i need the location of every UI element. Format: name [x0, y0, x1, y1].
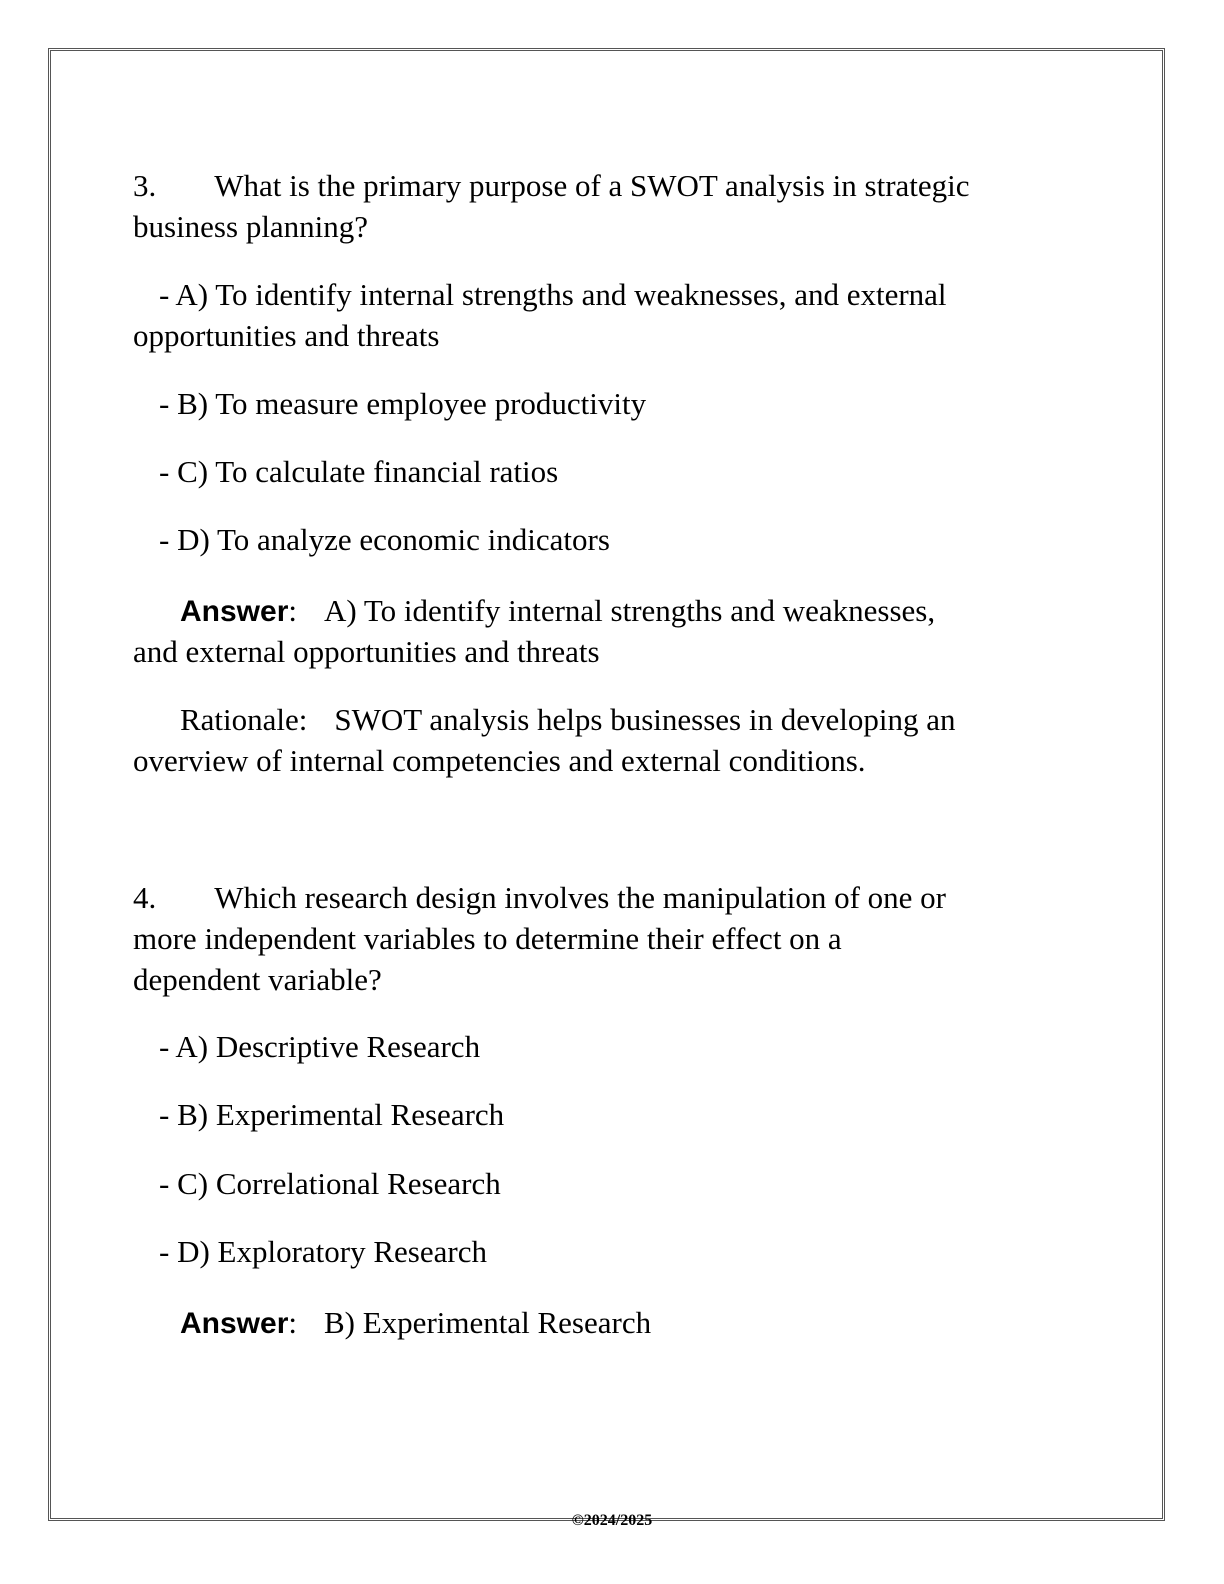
copyright-footer: ©2024/2025 — [571, 1512, 653, 1529]
question-3-option-a-text: - A) To identify internal strengths and weaknesses, and external — [159, 277, 947, 312]
question-4-option-d-text: - D) Exploratory Research — [159, 1234, 487, 1269]
question-3-rationale-line-1 — [133, 699, 955, 740]
question-3-rationale-line-2: overview of internal competencies and external conditions. — [133, 743, 866, 778]
question-4-option-c-text: - C) Correlational Research — [159, 1166, 501, 1201]
question-3-option-a-line-1 — [133, 274, 947, 315]
question-3-text-line-2: business planning? — [133, 209, 369, 244]
question-4-line-1 — [133, 877, 946, 918]
question-3-option-b — [133, 383, 646, 424]
question-3-answer-text: A) To identify internal strengths and weaknesses, — [324, 593, 936, 628]
question-3-number: 3. — [133, 168, 157, 203]
question-3-text-line-1: What is the primary purpose of a SWOT analysis in strategic — [214, 168, 970, 203]
question-4-text-line-3: dependent variable? — [133, 962, 382, 997]
question-4-answer-label: Answer — [180, 1307, 289, 1340]
question-3-option-a-line-2: opportunities and threats — [133, 318, 440, 353]
question-3-option-b-text: - B) To measure employee productivity — [159, 386, 647, 421]
question-3-answer-line-1: Answer: A) To identify internal strengths and weaknesses, — [180, 593, 936, 628]
question-4-option-b-text: - B) Experimental Research — [159, 1097, 505, 1132]
question-4-option-c — [133, 1163, 501, 1204]
page-border — [48, 48, 1165, 1521]
question-4-option-a — [133, 1026, 480, 1067]
question-3-line-1 — [133, 165, 970, 206]
question-4-option-a-text: - A) Descriptive Research — [159, 1029, 481, 1064]
question-4-text-line-1: Which research design involves the manipulation of one or — [214, 880, 946, 915]
question-4-answer-line-1: Answer: B) Experimental Research — [180, 1305, 652, 1340]
question-3-rationale-text: SWOT analysis helps businesses in developing an — [334, 702, 956, 737]
question-4-answer-text: B) Experimental Research — [324, 1305, 652, 1340]
question-4-text-line-2: more independent variables to determine their effect on a — [133, 921, 842, 956]
question-4-number: 4. — [133, 880, 157, 915]
question-3-answer-label: Answer — [180, 595, 289, 628]
question-3-option-d — [133, 519, 610, 560]
question-3-option-d-text: - D) To analyze economic indicators — [159, 522, 610, 557]
question-3-option-c — [133, 451, 558, 492]
question-4-option-b — [133, 1094, 504, 1135]
question-4-option-d — [133, 1231, 487, 1272]
question-3-answer-line-2: and external opportunities and threats — [133, 634, 600, 669]
question-3-rationale-label: Rationale: — [180, 702, 308, 737]
question-3-option-c-text: - C) To calculate financial ratios — [159, 454, 559, 489]
